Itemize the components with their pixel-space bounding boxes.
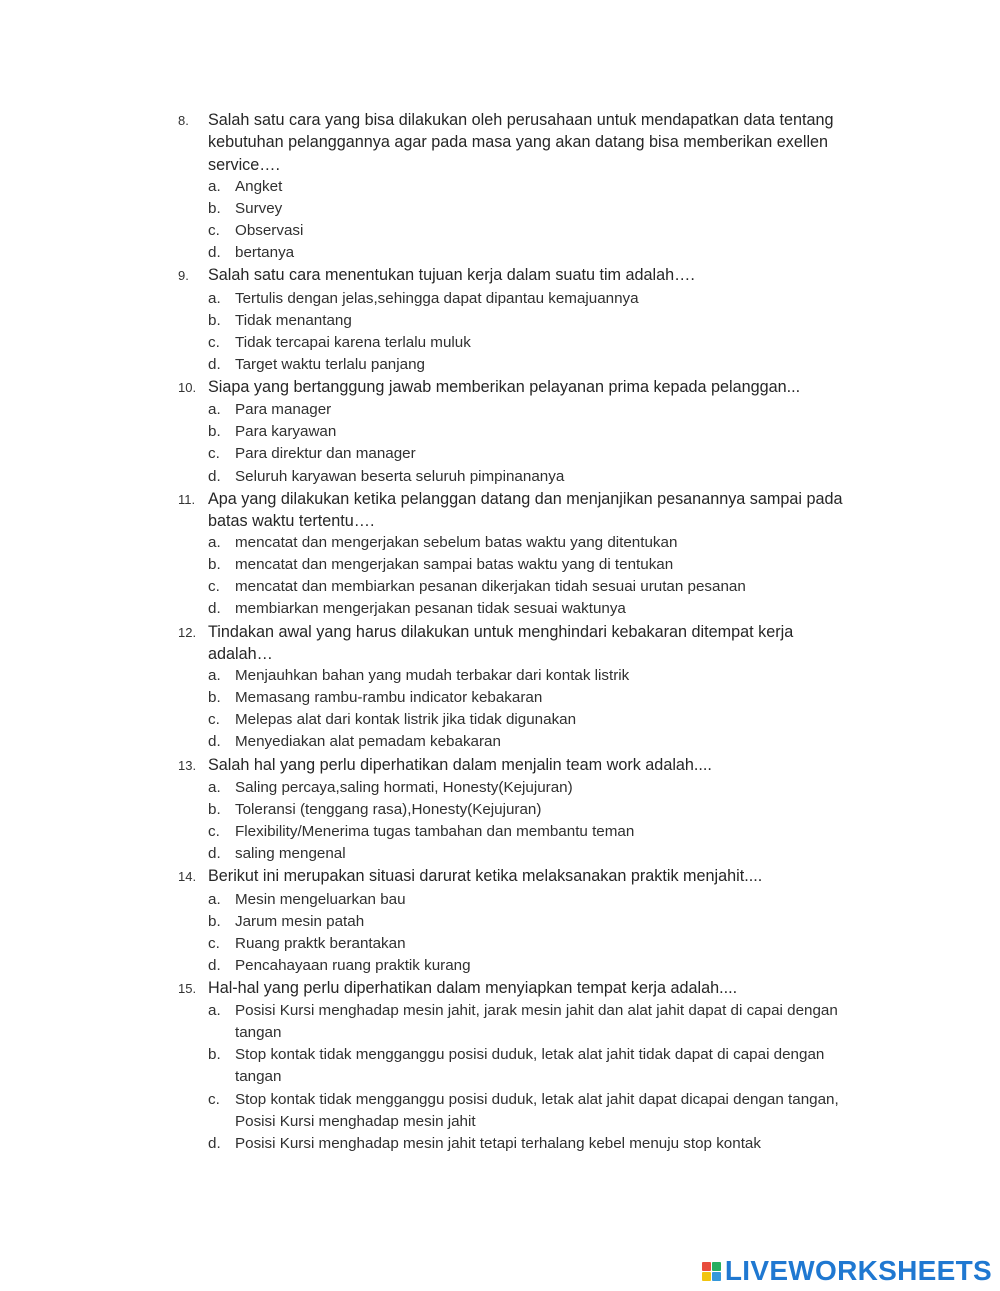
answer-option[interactable]: [178, 821, 858, 843]
option-text: Memasang rambu-rambu indicator kebakaran: [235, 689, 543, 707]
option-text: Para karyawan: [235, 423, 337, 441]
answer-option[interactable]: [178, 399, 858, 421]
question-item: [178, 754, 858, 866]
option-letter: a.: [208, 177, 221, 195]
question-number: 13.: [178, 757, 197, 773]
answer-option[interactable]: [178, 242, 858, 264]
question-text: Salah satu cara menentukan tujuan kerja dalam suatu tim adalah….: [208, 266, 695, 285]
option-text: Pencahayaan ruang praktik kurang: [235, 956, 471, 974]
answer-option[interactable]: [178, 933, 858, 955]
question-number: 15.: [178, 980, 197, 996]
question-number: 11.: [178, 491, 196, 507]
option-text: Toleransi (tenggang rasa),Honesty(Kejujuran): [235, 800, 542, 818]
answer-option[interactable]: [178, 889, 858, 911]
answer-option[interactable]: [178, 198, 858, 220]
option-text: Ruang praktk berantakan: [235, 934, 406, 952]
option-letter: a.: [208, 1002, 221, 1020]
option-letter: a.: [208, 401, 221, 419]
answer-option[interactable]: [178, 1000, 858, 1044]
answer-option[interactable]: [178, 911, 858, 933]
question-item: [178, 109, 858, 264]
question-item: [178, 376, 858, 488]
option-text: Posisi Kursi menghadap mesin jahit, jarak mesin jahit dan alat jahit dapat di capai dengan tangan: [235, 1002, 838, 1042]
option-text: Flexibility/Menerima tugas tambahan dan membantu teman: [235, 823, 635, 841]
option-letter: b.: [208, 689, 221, 707]
option-text: bertanya: [235, 244, 295, 262]
option-letter: d.: [208, 600, 221, 618]
answer-option[interactable]: [178, 554, 858, 576]
question-line: [178, 488, 858, 533]
answer-option[interactable]: [178, 332, 858, 354]
option-text: mencatat dan membiarkan pesanan dikerjakan tidah sesuai urutan pesanan: [235, 578, 746, 596]
option-letter: a.: [208, 890, 221, 908]
answer-option[interactable]: [178, 1089, 858, 1133]
option-letter: d.: [208, 733, 221, 751]
question-line: [178, 977, 858, 1000]
question-line: [178, 865, 858, 888]
answer-option[interactable]: [178, 709, 858, 731]
question-text: Salah hal yang perlu diperhatikan dalam menjalin team work adalah....: [208, 755, 712, 774]
option-letter: d.: [208, 467, 221, 485]
answer-option[interactable]: [178, 466, 858, 488]
logo-square-blue: [712, 1272, 721, 1281]
question-list: [178, 109, 858, 1155]
answer-option[interactable]: [178, 220, 858, 242]
answer-option[interactable]: [178, 310, 858, 332]
answer-option[interactable]: [178, 443, 858, 465]
answer-option[interactable]: [178, 799, 858, 821]
option-letter: c.: [208, 445, 220, 463]
question-item: [178, 488, 858, 621]
liveworksheets-brand[interactable]: [702, 1255, 992, 1287]
answer-option[interactable]: [178, 576, 858, 598]
option-letter: d.: [208, 355, 221, 373]
option-letter: b.: [208, 1046, 221, 1064]
answer-option[interactable]: [178, 532, 858, 554]
option-text: Target waktu terlalu panjang: [235, 355, 425, 373]
option-text: Para direktur dan manager: [235, 445, 416, 463]
option-letter: b.: [208, 912, 221, 930]
answer-option[interactable]: [178, 665, 858, 687]
question-text: Apa yang dilakukan ketika pelanggan datang dan menjanjikan pesanannya sampai pada batas waktu tertentu….: [208, 489, 843, 530]
option-text: Stop kontak tidak mengganggu posisi duduk, letak alat jahit tidak dapat di capai dengan tangan: [235, 1046, 825, 1086]
option-letter: b.: [208, 423, 221, 441]
option-text: saling mengenal: [235, 845, 346, 863]
option-text: Survey: [235, 199, 283, 217]
answer-option[interactable]: [178, 777, 858, 799]
question-line: [178, 376, 858, 399]
option-letter: b.: [208, 556, 221, 574]
liveworksheets-logo-icon: [702, 1262, 721, 1281]
option-letter: d.: [208, 845, 221, 863]
option-letter: c.: [208, 333, 220, 351]
option-text: Stop kontak tidak mengganggu posisi duduk, letak alat jahit dapat dicapai dengan tangan, Posisi Kursi menghadap mesin jahit: [235, 1090, 839, 1130]
option-letter: a.: [208, 534, 221, 552]
logo-square-red: [702, 1262, 711, 1271]
option-text: Tidak tercapai karena terlalu muluk: [235, 333, 471, 351]
option-text: Melepas alat dari kontak listrik jika tidak digunakan: [235, 711, 577, 729]
question-line: [178, 754, 858, 777]
option-text: Menyediakan alat pemadam kebakaran: [235, 733, 501, 751]
option-letter: a.: [208, 778, 221, 796]
question-line: [178, 264, 858, 287]
question-number: 12.: [178, 624, 197, 640]
option-letter: c.: [208, 1090, 220, 1108]
option-text: mencatat dan mengerjakan sampai batas waktu yang di tentukan: [235, 556, 674, 574]
question-item: [178, 865, 858, 977]
option-letter: b.: [208, 311, 221, 329]
question-text: Salah satu cara yang bisa dilakukan oleh perusahaan untuk mendapatkan data tentang kebutuhan pelanggannya agar pada masa yang akan datang bisa memberikan exellen service….: [208, 111, 834, 174]
option-letter: a.: [208, 289, 221, 307]
question-item: [178, 977, 858, 1155]
option-text: membiarkan mengerjakan pesanan tidak sesuai waktunya: [235, 600, 626, 618]
answer-option[interactable]: [178, 421, 858, 443]
answer-option[interactable]: [178, 1133, 858, 1155]
option-text: Menjauhkan bahan yang mudah terbakar dari kontak listrik: [235, 667, 630, 685]
question-text: Tindakan awal yang harus dilakukan untuk menghindari kebakaran ditempat kerja adalah…: [208, 622, 794, 663]
option-text: Observasi: [235, 222, 304, 240]
answer-option[interactable]: [178, 955, 858, 977]
logo-square-green: [712, 1262, 721, 1271]
question-text: Berikut ini merupakan situasi darurat ketika melaksanakan praktik menjahit....: [208, 867, 763, 886]
logo-square-yellow: [702, 1272, 711, 1281]
answer-option[interactable]: [178, 598, 858, 620]
option-text: Saling percaya,saling hormati, Honesty(Kejujuran): [235, 778, 573, 796]
option-letter: c.: [208, 934, 220, 952]
option-text: Jarum mesin patah: [235, 912, 365, 930]
option-letter: c.: [208, 222, 220, 240]
option-letter: d.: [208, 244, 221, 262]
answer-option[interactable]: [178, 354, 858, 376]
option-letter: c.: [208, 823, 220, 841]
option-letter: c.: [208, 578, 220, 596]
answer-option[interactable]: [178, 843, 858, 865]
option-text: Angket: [235, 177, 283, 195]
question-item: [178, 264, 858, 376]
brand-name: LIVEWORKSHEETS: [724, 1255, 992, 1286]
option-text: Seluruh karyawan beserta seluruh pimpinananya: [235, 467, 565, 485]
question-number: 8.: [178, 113, 189, 128]
question-text: Hal-hal yang perlu diperhatikan dalam menyiapkan tempat kerja adalah....: [208, 978, 738, 997]
option-text: Posisi Kursi menghadap mesin jahit tetapi terhalang kebel menuju stop kontak: [235, 1134, 761, 1152]
option-text: mencatat dan mengerjakan sebelum batas waktu yang ditentukan: [235, 534, 678, 552]
option-letter: c.: [208, 711, 220, 729]
question-line: [178, 109, 858, 176]
answer-option[interactable]: [178, 176, 858, 198]
answer-option[interactable]: [178, 687, 858, 709]
question-number: 10.: [178, 379, 197, 395]
answer-option[interactable]: [178, 288, 858, 310]
question-text: Siapa yang bertanggung jawab memberikan pelayanan prima kepada pelanggan...: [208, 377, 801, 396]
question-item: [178, 621, 858, 754]
option-letter: b.: [208, 800, 221, 818]
option-text: Tertulis dengan jelas,sehingga dapat dipantau kemajuannya: [235, 289, 639, 307]
option-letter: a.: [208, 667, 221, 685]
option-text: Para manager: [235, 401, 332, 419]
option-text: Mesin mengeluarkan bau: [235, 890, 406, 908]
answer-option[interactable]: [178, 1044, 858, 1088]
question-line: [178, 621, 858, 666]
option-letter: d.: [208, 1134, 221, 1152]
answer-option[interactable]: [178, 731, 858, 753]
option-text: Tidak menantang: [235, 311, 352, 329]
question-number: 14.: [178, 869, 197, 885]
option-letter: b.: [208, 199, 221, 217]
option-letter: d.: [208, 956, 221, 974]
question-number: 9.: [178, 268, 189, 284]
